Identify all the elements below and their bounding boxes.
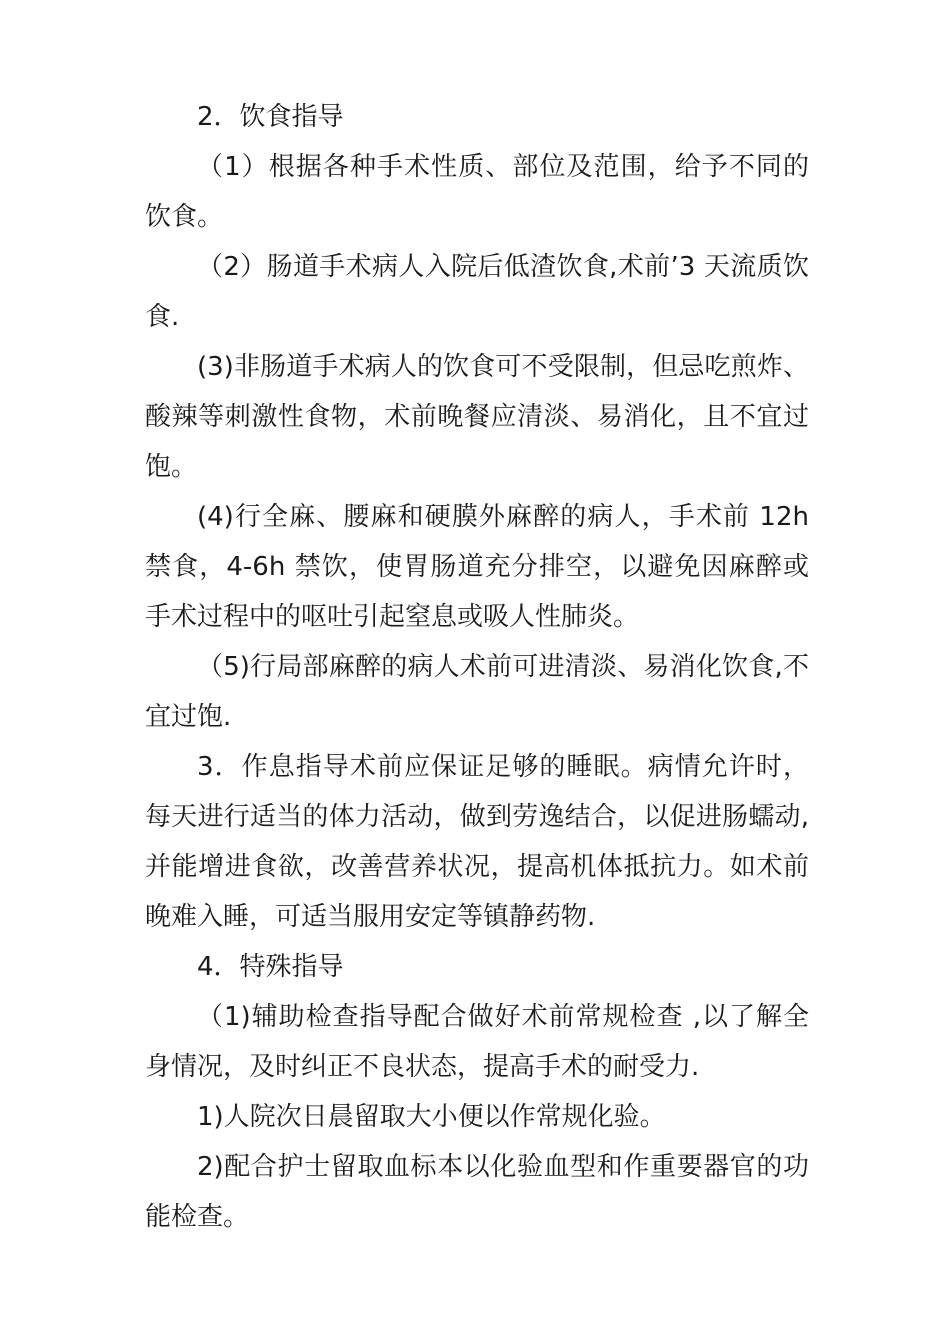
paragraph: (4)行全麻、腰麻和硬膜外麻醉的病人，手术前 12h 禁食，4-6h 禁饮，使胃肠道充分排空，以避免因麻醉或手术过程中的呕吐引起窒息或吸人性肺炎。 — [145, 502, 809, 632]
paragraph: （1)辅助检查指导配合做好术前常规检查 ,以了解全身情况，及时纠正不良状态，提高手术的耐受力. — [145, 1002, 809, 1082]
paragraph: （1）根据各种手术性质、部位及范围，给予不同的饮食。 — [145, 152, 809, 232]
document-page — [145, 92, 809, 1242]
paragraph: 3．作息指导术前应保证足够的睡眠。病情允许时，每天进行适当的体力活动，做到劳逸结合，以促进肠蠕动,并能增进食欲，改善营养状况，提高机体抵抗力。如术前晚难入睡，可适当服用安定等镇静药物. — [145, 752, 809, 932]
section-heading-special: 4．特殊指导 — [197, 952, 344, 982]
paragraph: 1)人院次日晨留取大小便以作常规化验。 — [197, 1102, 666, 1132]
paragraph: （2）肠道手术病人入院后低渣饮食,术前’3 天流质饮食. — [145, 252, 809, 332]
paragraph: (3)非肠道手术病人的饮食可不受限制，但忌吃煎炸、酸辣等刺激性食物，术前晚餐应清淡、易消化，且不宜过饱。 — [145, 352, 809, 482]
section-heading-diet: 2．饮食指导 — [197, 102, 344, 132]
paragraph: 2)配合护士留取血标本以化验血型和作重要器官的功能检查。 — [145, 1152, 809, 1232]
paragraph: （5)行局部麻醉的病人术前可进清淡、易消化饮食,不宜过饱. — [145, 652, 809, 732]
